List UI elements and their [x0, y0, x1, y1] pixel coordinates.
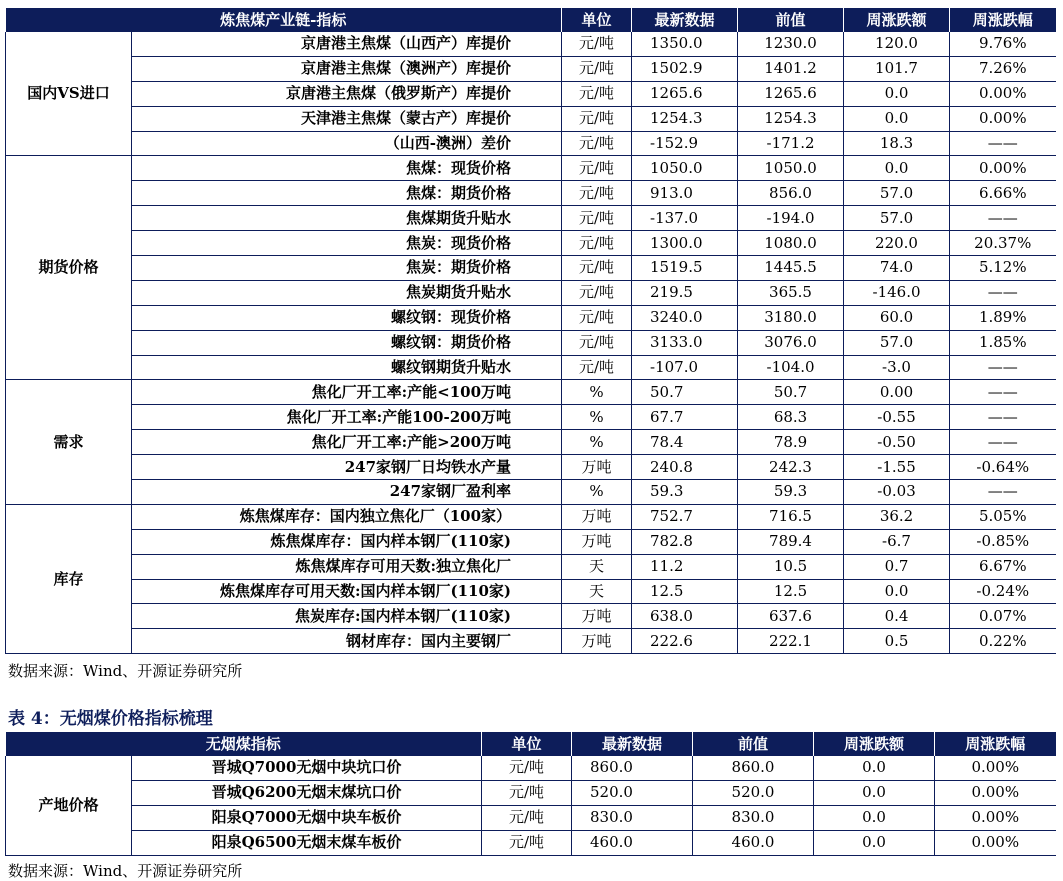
- weekly-change-pct: 6.66%: [950, 181, 1056, 206]
- indicator-name: 晋城Q7000无烟中块坑口价: [132, 756, 482, 780]
- weekly-change-pct: ——: [950, 430, 1056, 455]
- indicator-name: 螺纹钢期货升贴水: [132, 355, 562, 380]
- weekly-change: 0.0: [814, 830, 935, 855]
- table-row: [6, 830, 1056, 855]
- weekly-change: 0.00: [844, 380, 950, 405]
- previous-value: 3180.0: [738, 305, 844, 330]
- table-row: [6, 529, 1056, 554]
- previous-value: 78.9: [738, 430, 844, 455]
- weekly-change: 57.0: [844, 206, 950, 231]
- unit-cell: 元/吨: [482, 780, 572, 805]
- weekly-change-pct: ——: [950, 131, 1056, 156]
- latest-value: -137.0: [632, 206, 738, 231]
- weekly-change: -3.0: [844, 355, 950, 380]
- group-label: 库存: [6, 504, 132, 653]
- table-row: [6, 554, 1056, 579]
- unit-cell: 元/吨: [562, 280, 632, 305]
- unit-cell: 元/吨: [562, 156, 632, 181]
- unit-cell: 万吨: [562, 504, 632, 529]
- latest-value: 67.7: [632, 405, 738, 430]
- weekly-change-pct: 6.67%: [950, 554, 1056, 579]
- unit-cell: 万吨: [562, 455, 632, 480]
- latest-value: 11.2: [632, 554, 738, 579]
- table-row: [6, 480, 1056, 505]
- weekly-change: -146.0: [844, 280, 950, 305]
- latest-value: 520.0: [572, 780, 693, 805]
- indicator-name: 炼焦煤库存可用天数:国内样本钢厂(110家): [132, 579, 562, 604]
- weekly-change-pct: 0.00%: [935, 780, 1056, 805]
- unit-cell: 元/吨: [562, 256, 632, 281]
- previous-value: 1230.0: [738, 32, 844, 56]
- weekly-change: -6.7: [844, 529, 950, 554]
- previous-value: 1254.3: [738, 106, 844, 131]
- latest-value: 782.8: [632, 529, 738, 554]
- weekly-change-pct: 0.00%: [935, 805, 1056, 830]
- weekly-change: -0.50: [844, 430, 950, 455]
- weekly-change: 60.0: [844, 305, 950, 330]
- weekly-change: 0.0: [814, 780, 935, 805]
- previous-value: 68.3: [738, 405, 844, 430]
- table-row: [6, 156, 1056, 181]
- weekly-change: 0.0: [814, 805, 935, 830]
- weekly-change-pct: 7.26%: [950, 56, 1056, 81]
- previous-value: 12.5: [738, 579, 844, 604]
- weekly-change: -0.55: [844, 405, 950, 430]
- group-label: 国内VS进口: [6, 32, 132, 156]
- previous-value: 789.4: [738, 529, 844, 554]
- group-label: 期货价格: [6, 156, 132, 380]
- column-header: 周涨跌幅: [950, 8, 1056, 32]
- table-row: [6, 32, 1056, 56]
- unit-cell: %: [562, 380, 632, 405]
- indicator-name: 天津港主焦煤（蒙古产）库提价: [132, 106, 562, 131]
- weekly-change: 36.2: [844, 504, 950, 529]
- unit-cell: %: [562, 480, 632, 505]
- previous-value: -104.0: [738, 355, 844, 380]
- weekly-change: 57.0: [844, 181, 950, 206]
- unit-cell: 元/吨: [562, 355, 632, 380]
- latest-value: 12.5: [632, 579, 738, 604]
- latest-value: 1350.0: [632, 32, 738, 56]
- table-row: [6, 579, 1056, 604]
- previous-value: -171.2: [738, 131, 844, 156]
- unit-cell: 元/吨: [482, 830, 572, 855]
- unit-cell: 万吨: [562, 604, 632, 629]
- previous-value: 222.1: [738, 629, 844, 654]
- column-header: 前值: [738, 8, 844, 32]
- weekly-change-pct: 0.00%: [935, 830, 1056, 855]
- weekly-change-pct: -0.85%: [950, 529, 1056, 554]
- table-caption: 表 4：无烟煤价格指标梳理: [8, 709, 213, 729]
- previous-value: 50.7: [738, 380, 844, 405]
- previous-value: 830.0: [693, 805, 814, 830]
- previous-value: 10.5: [738, 554, 844, 579]
- indicator-name: （山西-澳洲）差价: [132, 131, 562, 156]
- unit-cell: 元/吨: [562, 106, 632, 131]
- latest-value: 1502.9: [632, 56, 738, 81]
- previous-value: 716.5: [738, 504, 844, 529]
- latest-value: -152.9: [632, 131, 738, 156]
- weekly-change-pct: 0.07%: [950, 604, 1056, 629]
- latest-value: 219.5: [632, 280, 738, 305]
- latest-value: 830.0: [572, 805, 693, 830]
- anthracite-table: [5, 732, 1056, 856]
- table-row: [6, 280, 1056, 305]
- latest-value: 59.3: [632, 480, 738, 505]
- weekly-change: 0.7: [844, 554, 950, 579]
- weekly-change: 57.0: [844, 330, 950, 355]
- table-row: [6, 106, 1056, 131]
- weekly-change-pct: 9.76%: [950, 32, 1056, 56]
- column-header: 单位: [482, 732, 572, 756]
- table-header-row: [6, 8, 1056, 32]
- column-header: 周涨跌幅: [935, 732, 1056, 756]
- indicator-name: 247家钢厂日均铁水产量: [132, 455, 562, 480]
- latest-value: 1519.5: [632, 256, 738, 281]
- table-row: [6, 330, 1056, 355]
- latest-value: 222.6: [632, 629, 738, 654]
- table-row: [6, 405, 1056, 430]
- weekly-change-pct: 1.85%: [950, 330, 1056, 355]
- weekly-change: -0.03: [844, 480, 950, 505]
- previous-value: 59.3: [738, 480, 844, 505]
- column-header: 最新数据: [632, 8, 738, 32]
- weekly-change-pct: 0.00%: [950, 81, 1056, 106]
- table-row: [6, 355, 1056, 380]
- unit-cell: 天: [562, 554, 632, 579]
- indicator-name: 焦炭：现货价格: [132, 231, 562, 256]
- latest-value: -107.0: [632, 355, 738, 380]
- indicator-name: 焦化厂开工率:产能>200万吨: [132, 430, 562, 455]
- previous-value: 520.0: [693, 780, 814, 805]
- indicator-name: 阳泉Q7000无烟中块车板价: [132, 805, 482, 830]
- latest-value: 638.0: [632, 604, 738, 629]
- previous-value: 1401.2: [738, 56, 844, 81]
- latest-value: 240.8: [632, 455, 738, 480]
- unit-cell: 天: [562, 579, 632, 604]
- weekly-change-pct: -0.24%: [950, 579, 1056, 604]
- table-row: [6, 504, 1056, 529]
- table-row: [6, 805, 1056, 830]
- weekly-change-pct: ——: [950, 380, 1056, 405]
- unit-cell: 万吨: [562, 529, 632, 554]
- unit-cell: 元/吨: [562, 32, 632, 56]
- column-header: 周涨跌额: [814, 732, 935, 756]
- weekly-change-pct: ——: [950, 405, 1056, 430]
- table-row: [6, 256, 1056, 281]
- weekly-change-pct: ——: [950, 480, 1056, 505]
- indicator-name: 阳泉Q6500无烟末煤车板价: [132, 830, 482, 855]
- indicator-name: 炼焦煤库存可用天数:独立焦化厂: [132, 554, 562, 579]
- group-label: 产地价格: [6, 756, 132, 855]
- weekly-change-pct: 1.89%: [950, 305, 1056, 330]
- previous-value: 365.5: [738, 280, 844, 305]
- column-header: 前值: [693, 732, 814, 756]
- weekly-change: -1.55: [844, 455, 950, 480]
- unit-cell: %: [562, 430, 632, 455]
- latest-value: 1050.0: [632, 156, 738, 181]
- column-header: 无烟煤指标: [6, 732, 482, 756]
- unit-cell: 元/吨: [562, 56, 632, 81]
- weekly-change-pct: 20.37%: [950, 231, 1056, 256]
- table-row: [6, 756, 1056, 780]
- indicator-name: 螺纹钢：现货价格: [132, 305, 562, 330]
- previous-value: 3076.0: [738, 330, 844, 355]
- latest-value: 1265.6: [632, 81, 738, 106]
- weekly-change: 0.5: [844, 629, 950, 654]
- latest-value: 752.7: [632, 504, 738, 529]
- latest-value: 860.0: [572, 756, 693, 780]
- indicator-name: 焦化厂开工率:产能<100万吨: [132, 380, 562, 405]
- unit-cell: 元/吨: [562, 330, 632, 355]
- weekly-change: 120.0: [844, 32, 950, 56]
- latest-value: 50.7: [632, 380, 738, 405]
- previous-value: 856.0: [738, 181, 844, 206]
- indicator-name: 钢材库存：国内主要钢厂: [132, 629, 562, 654]
- table-header-row: [6, 732, 1056, 756]
- indicator-name: 焦煤：期货价格: [132, 181, 562, 206]
- table-row: [6, 629, 1056, 654]
- table-row: [6, 780, 1056, 805]
- unit-cell: %: [562, 405, 632, 430]
- latest-value: 3133.0: [632, 330, 738, 355]
- weekly-change: 74.0: [844, 256, 950, 281]
- indicator-name: 焦炭：期货价格: [132, 256, 562, 281]
- indicator-name: 焦煤期货升贴水: [132, 206, 562, 231]
- source-note: 数据来源：Wind、开源证券研究所: [8, 862, 243, 880]
- unit-cell: 元/吨: [562, 305, 632, 330]
- previous-value: 637.6: [738, 604, 844, 629]
- unit-cell: 元/吨: [482, 756, 572, 780]
- indicator-name: 晋城Q6200无烟末煤坑口价: [132, 780, 482, 805]
- unit-cell: 元/吨: [562, 206, 632, 231]
- previous-value: 460.0: [693, 830, 814, 855]
- indicator-name: 焦炭库存:国内样本钢厂(110家): [132, 604, 562, 629]
- indicator-name: 焦化厂开工率:产能100-200万吨: [132, 405, 562, 430]
- table-row: [6, 305, 1056, 330]
- weekly-change: 0.0: [844, 156, 950, 181]
- coking-coal-table: [5, 8, 1056, 654]
- indicator-name: 螺纹钢：期货价格: [132, 330, 562, 355]
- weekly-change-pct: -0.64%: [950, 455, 1056, 480]
- unit-cell: 元/吨: [562, 131, 632, 156]
- weekly-change-pct: ——: [950, 206, 1056, 231]
- column-header: 单位: [562, 8, 632, 32]
- unit-cell: 元/吨: [482, 805, 572, 830]
- table-row: [6, 206, 1056, 231]
- unit-cell: 元/吨: [562, 181, 632, 206]
- weekly-change-pct: 5.12%: [950, 256, 1056, 281]
- latest-value: 1254.3: [632, 106, 738, 131]
- table-row: [6, 181, 1056, 206]
- indicator-name: 焦煤：现货价格: [132, 156, 562, 181]
- weekly-change: 18.3: [844, 131, 950, 156]
- unit-cell: 元/吨: [562, 231, 632, 256]
- column-header: 最新数据: [572, 732, 693, 756]
- previous-value: 860.0: [693, 756, 814, 780]
- indicator-name: 炼焦煤库存：国内样本钢厂(110家): [132, 529, 562, 554]
- previous-value: 1265.6: [738, 81, 844, 106]
- table-row: [6, 430, 1056, 455]
- table-row: [6, 131, 1056, 156]
- weekly-change: 101.7: [844, 56, 950, 81]
- weekly-change: 0.0: [844, 579, 950, 604]
- weekly-change-pct: 0.22%: [950, 629, 1056, 654]
- weekly-change: 0.0: [844, 81, 950, 106]
- table-row: [6, 81, 1056, 106]
- weekly-change: 0.0: [844, 106, 950, 131]
- latest-value: 1300.0: [632, 231, 738, 256]
- latest-value: 3240.0: [632, 305, 738, 330]
- indicator-name: 焦炭期货升贴水: [132, 280, 562, 305]
- table-row: [6, 604, 1056, 629]
- column-header: 周涨跌额: [844, 8, 950, 32]
- previous-value: -194.0: [738, 206, 844, 231]
- weekly-change-pct: ——: [950, 355, 1056, 380]
- latest-value: 78.4: [632, 430, 738, 455]
- previous-value: 242.3: [738, 455, 844, 480]
- latest-value: 913.0: [632, 181, 738, 206]
- weekly-change-pct: 0.00%: [950, 106, 1056, 131]
- weekly-change-pct: 0.00%: [935, 756, 1056, 780]
- weekly-change-pct: 5.05%: [950, 504, 1056, 529]
- column-header: 炼焦煤产业链-指标: [6, 8, 562, 32]
- table-row: [6, 380, 1056, 405]
- table-row: [6, 455, 1056, 480]
- indicator-name: 京唐港主焦煤（澳洲产）库提价: [132, 56, 562, 81]
- table-row: [6, 56, 1056, 81]
- latest-value: 460.0: [572, 830, 693, 855]
- indicator-name: 247家钢厂盈利率: [132, 480, 562, 505]
- source-note: 数据来源：Wind、开源证券研究所: [8, 662, 243, 680]
- unit-cell: 万吨: [562, 629, 632, 654]
- table-row: [6, 231, 1056, 256]
- weekly-change-pct: 0.00%: [950, 156, 1056, 181]
- indicator-name: 京唐港主焦煤（山西产）库提价: [132, 32, 562, 56]
- weekly-change: 220.0: [844, 231, 950, 256]
- weekly-change-pct: ——: [950, 280, 1056, 305]
- weekly-change: 0.4: [844, 604, 950, 629]
- previous-value: 1050.0: [738, 156, 844, 181]
- group-label: 需求: [6, 380, 132, 504]
- weekly-change: 0.0: [814, 756, 935, 780]
- indicator-name: 炼焦煤库存：国内独立焦化厂（100家）: [132, 504, 562, 529]
- indicator-name: 京唐港主焦煤（俄罗斯产）库提价: [132, 81, 562, 106]
- previous-value: 1080.0: [738, 231, 844, 256]
- previous-value: 1445.5: [738, 256, 844, 281]
- unit-cell: 元/吨: [562, 81, 632, 106]
